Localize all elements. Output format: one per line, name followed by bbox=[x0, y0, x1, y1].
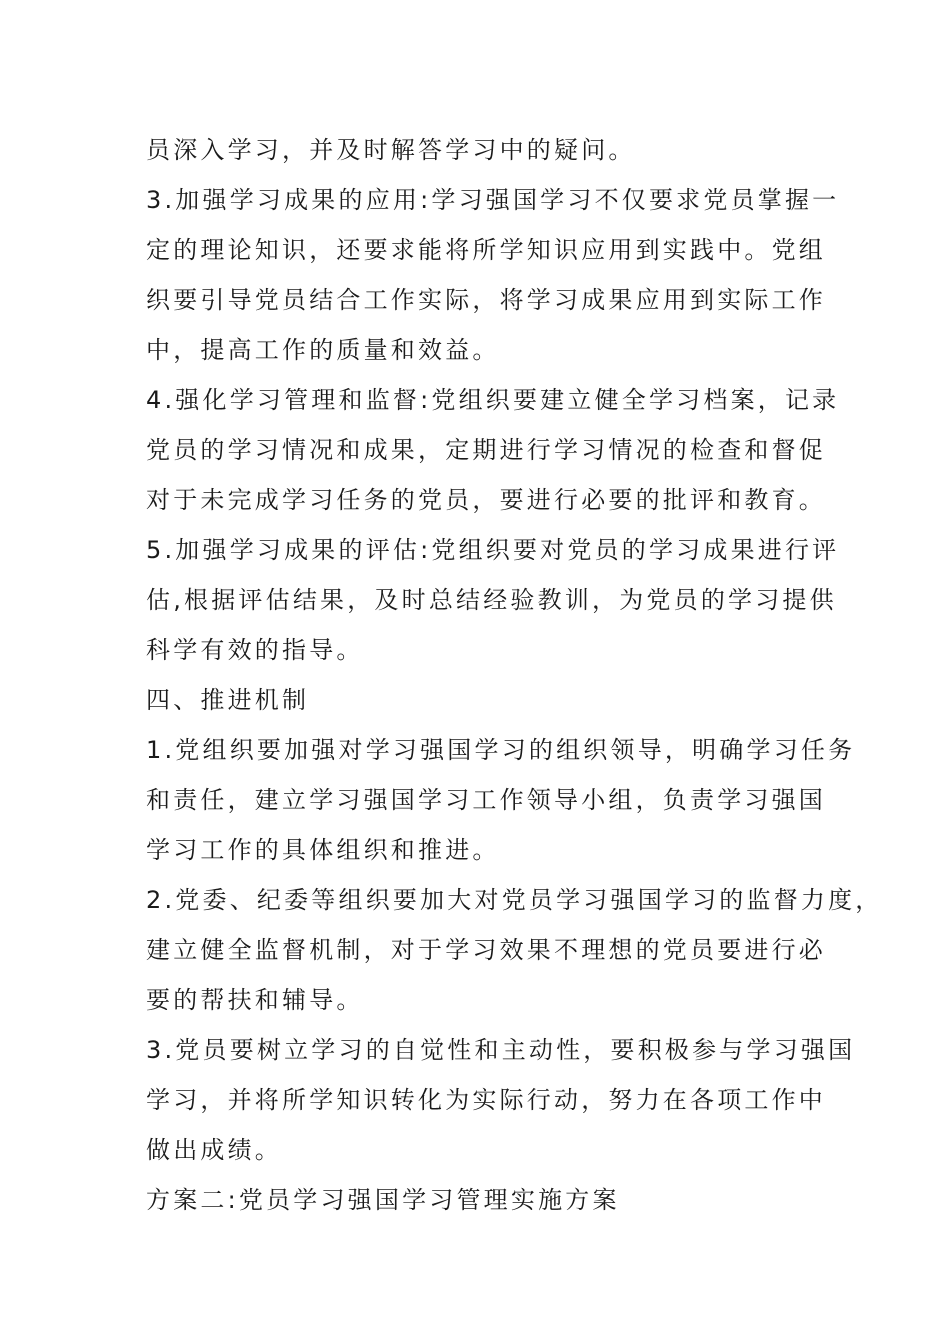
text-line: 中，提高工作的质量和效益。 bbox=[146, 336, 500, 364]
text-line: 对于未完成学习任务的党员，要进行必要的批评和教育。 bbox=[146, 486, 826, 514]
text-line: 定的理论知识，还要求能将所学知识应用到实践中。党组 bbox=[146, 236, 826, 264]
text-line: 1.党组织要加强对学习强国学习的组织领导，明确学习任务 bbox=[146, 736, 856, 764]
text-line: 3.党员要树立学习的自觉性和主动性，要积极参与学习强国 bbox=[146, 1036, 856, 1064]
text-line: 5.加强学习成果的评估:党组织要对党员的学习成果进行评 bbox=[146, 536, 840, 564]
text-line: 员深入学习，并及时解答学习中的疑问。 bbox=[146, 136, 636, 164]
text-line: 做出成绩。 bbox=[146, 1136, 282, 1164]
text-line: 织要引导党员结合工作实际，将学习成果应用到实际工作 bbox=[146, 286, 826, 314]
plan-heading: 方案二:党员学习强国学习管理实施方案 bbox=[146, 1186, 620, 1214]
text-line: 科学有效的指导。 bbox=[146, 636, 364, 664]
section-heading: 四、推进机制 bbox=[146, 686, 310, 714]
text-line: 要的帮扶和辅导。 bbox=[146, 986, 364, 1014]
text-line: 和责任，建立学习强国学习工作领导小组，负责学习强国 bbox=[146, 786, 826, 814]
text-line: 建立健全监督机制，对于学习效果不理想的党员要进行必 bbox=[146, 936, 826, 964]
text-line: 3.加强学习成果的应用:学习强国学习不仅要求党员掌握一 bbox=[146, 186, 840, 214]
text-line: 学习，并将所学知识转化为实际行动，努力在各项工作中 bbox=[146, 1086, 826, 1114]
text-line: 2.党委、纪委等组织要加大对党员学习强国学习的监督力度， bbox=[146, 886, 883, 914]
text-line: 党员的学习情况和成果，定期进行学习情况的检查和督促 bbox=[146, 436, 826, 464]
text-line: 估,根据评估结果，及时总结经验教训，为党员的学习提供 bbox=[146, 586, 837, 614]
text-line: 4.强化学习管理和监督:党组织要建立健全学习档案，记录 bbox=[146, 386, 840, 414]
text-line: 学习工作的具体组织和推进。 bbox=[146, 836, 500, 864]
